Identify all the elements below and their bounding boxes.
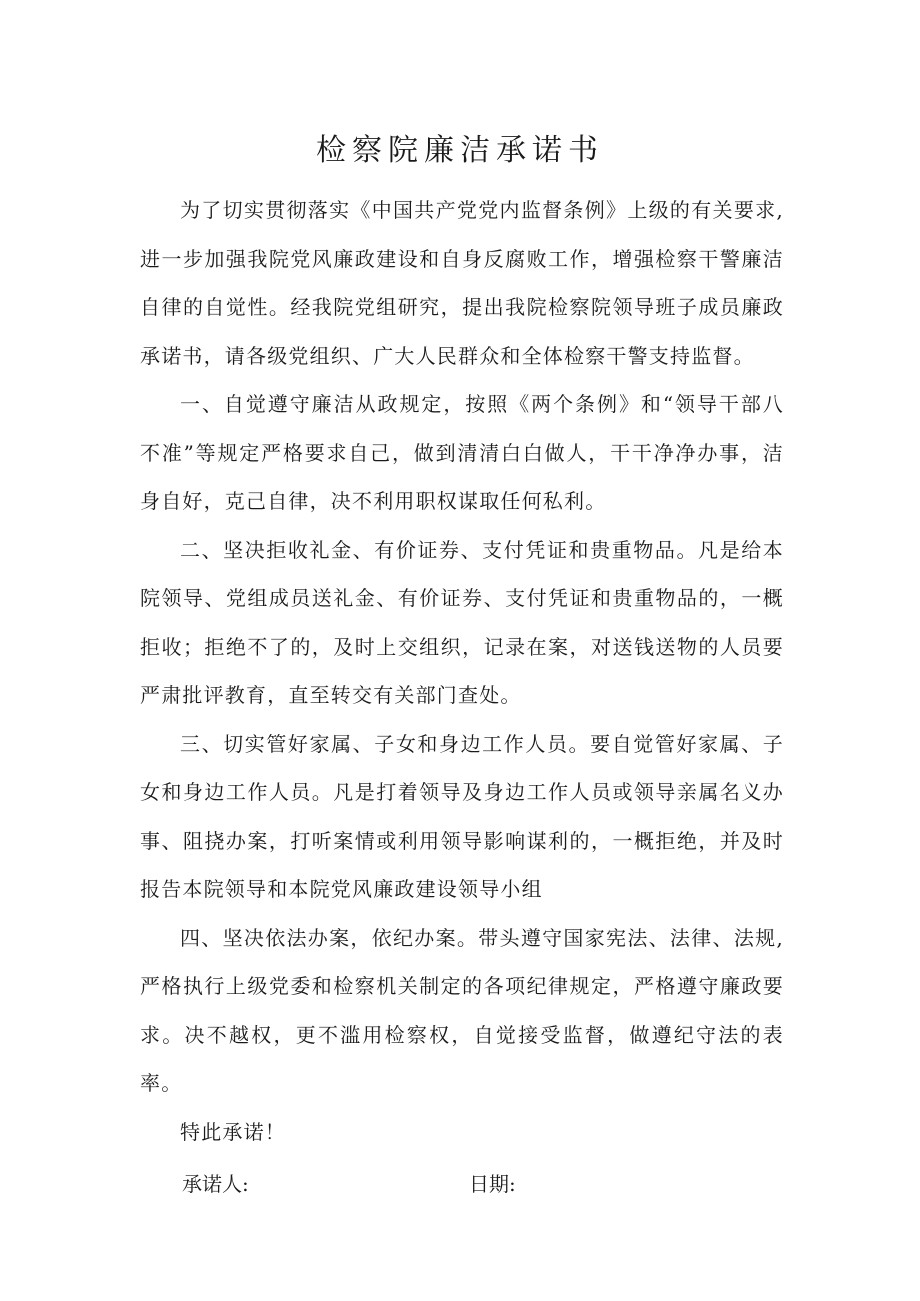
document-title: 检察院廉洁承诺书 <box>316 133 604 168</box>
signature-row <box>182 1166 682 1202</box>
date-label: 日期: <box>469 1172 516 1196</box>
signer-label: 承诺人: <box>182 1172 249 1196</box>
clause-2-paragraph: 二、坚决拒收礼金、有价证券、支付凭证和贵重物品。凡是给本院领导、党组成员送礼金、有价证券、支付凭证和贵重物品的，一概拒收；拒绝不了的，及时上交组织，记录在案，对送钱送物的人员要严肃批评教育，直至转交有关部门查处。 <box>140 537 784 707</box>
clause-3-paragraph: 三、切实管好家属、子女和身边工作人员。要自觉管好家属、子女和身边工作人员。凡是打着领导及身边工作人员或领导亲属名义办事、阻挠办案，打听案情或利用领导影响谋利的，一概拒绝，并及时报告本院领导和本院党风廉政建设领导小组 <box>140 731 784 901</box>
intro-paragraph: 为了切实贯彻落实《中国共产党党内监督条例》上级的有关要求,进一步加强我院党风廉政建设和自身反腐败工作，增强检察干警廉洁自律的自觉性。经我院党组研究，提出我院检察院领导班子成员廉政承诺书，请各级党组织、广大人民群众和全体检察干警支持监督。 <box>140 198 784 368</box>
clause-1-paragraph: 一、自觉遵守廉洁从政规定，按照《两个条例》和“领导干部八不准”等规定严格要求自己，做到清清白白做人，干干净净办事，洁身自好，克己自律，决不利用职权谋取任何私利。 <box>140 392 784 513</box>
clause-4-paragraph: 四、坚决依法办案，依纪办案。带头遵守国家宪法、法律、法规,严格执行上级党委和检察机关制定的各项纪律规定，严格遵守廉政要求。决不越权，更不滥用检察权，自觉接受监督，做遵纪守法的表率。 <box>140 925 784 1095</box>
closing-statement: 特此承诺！ <box>180 1119 286 1144</box>
document-body <box>140 186 784 1156</box>
